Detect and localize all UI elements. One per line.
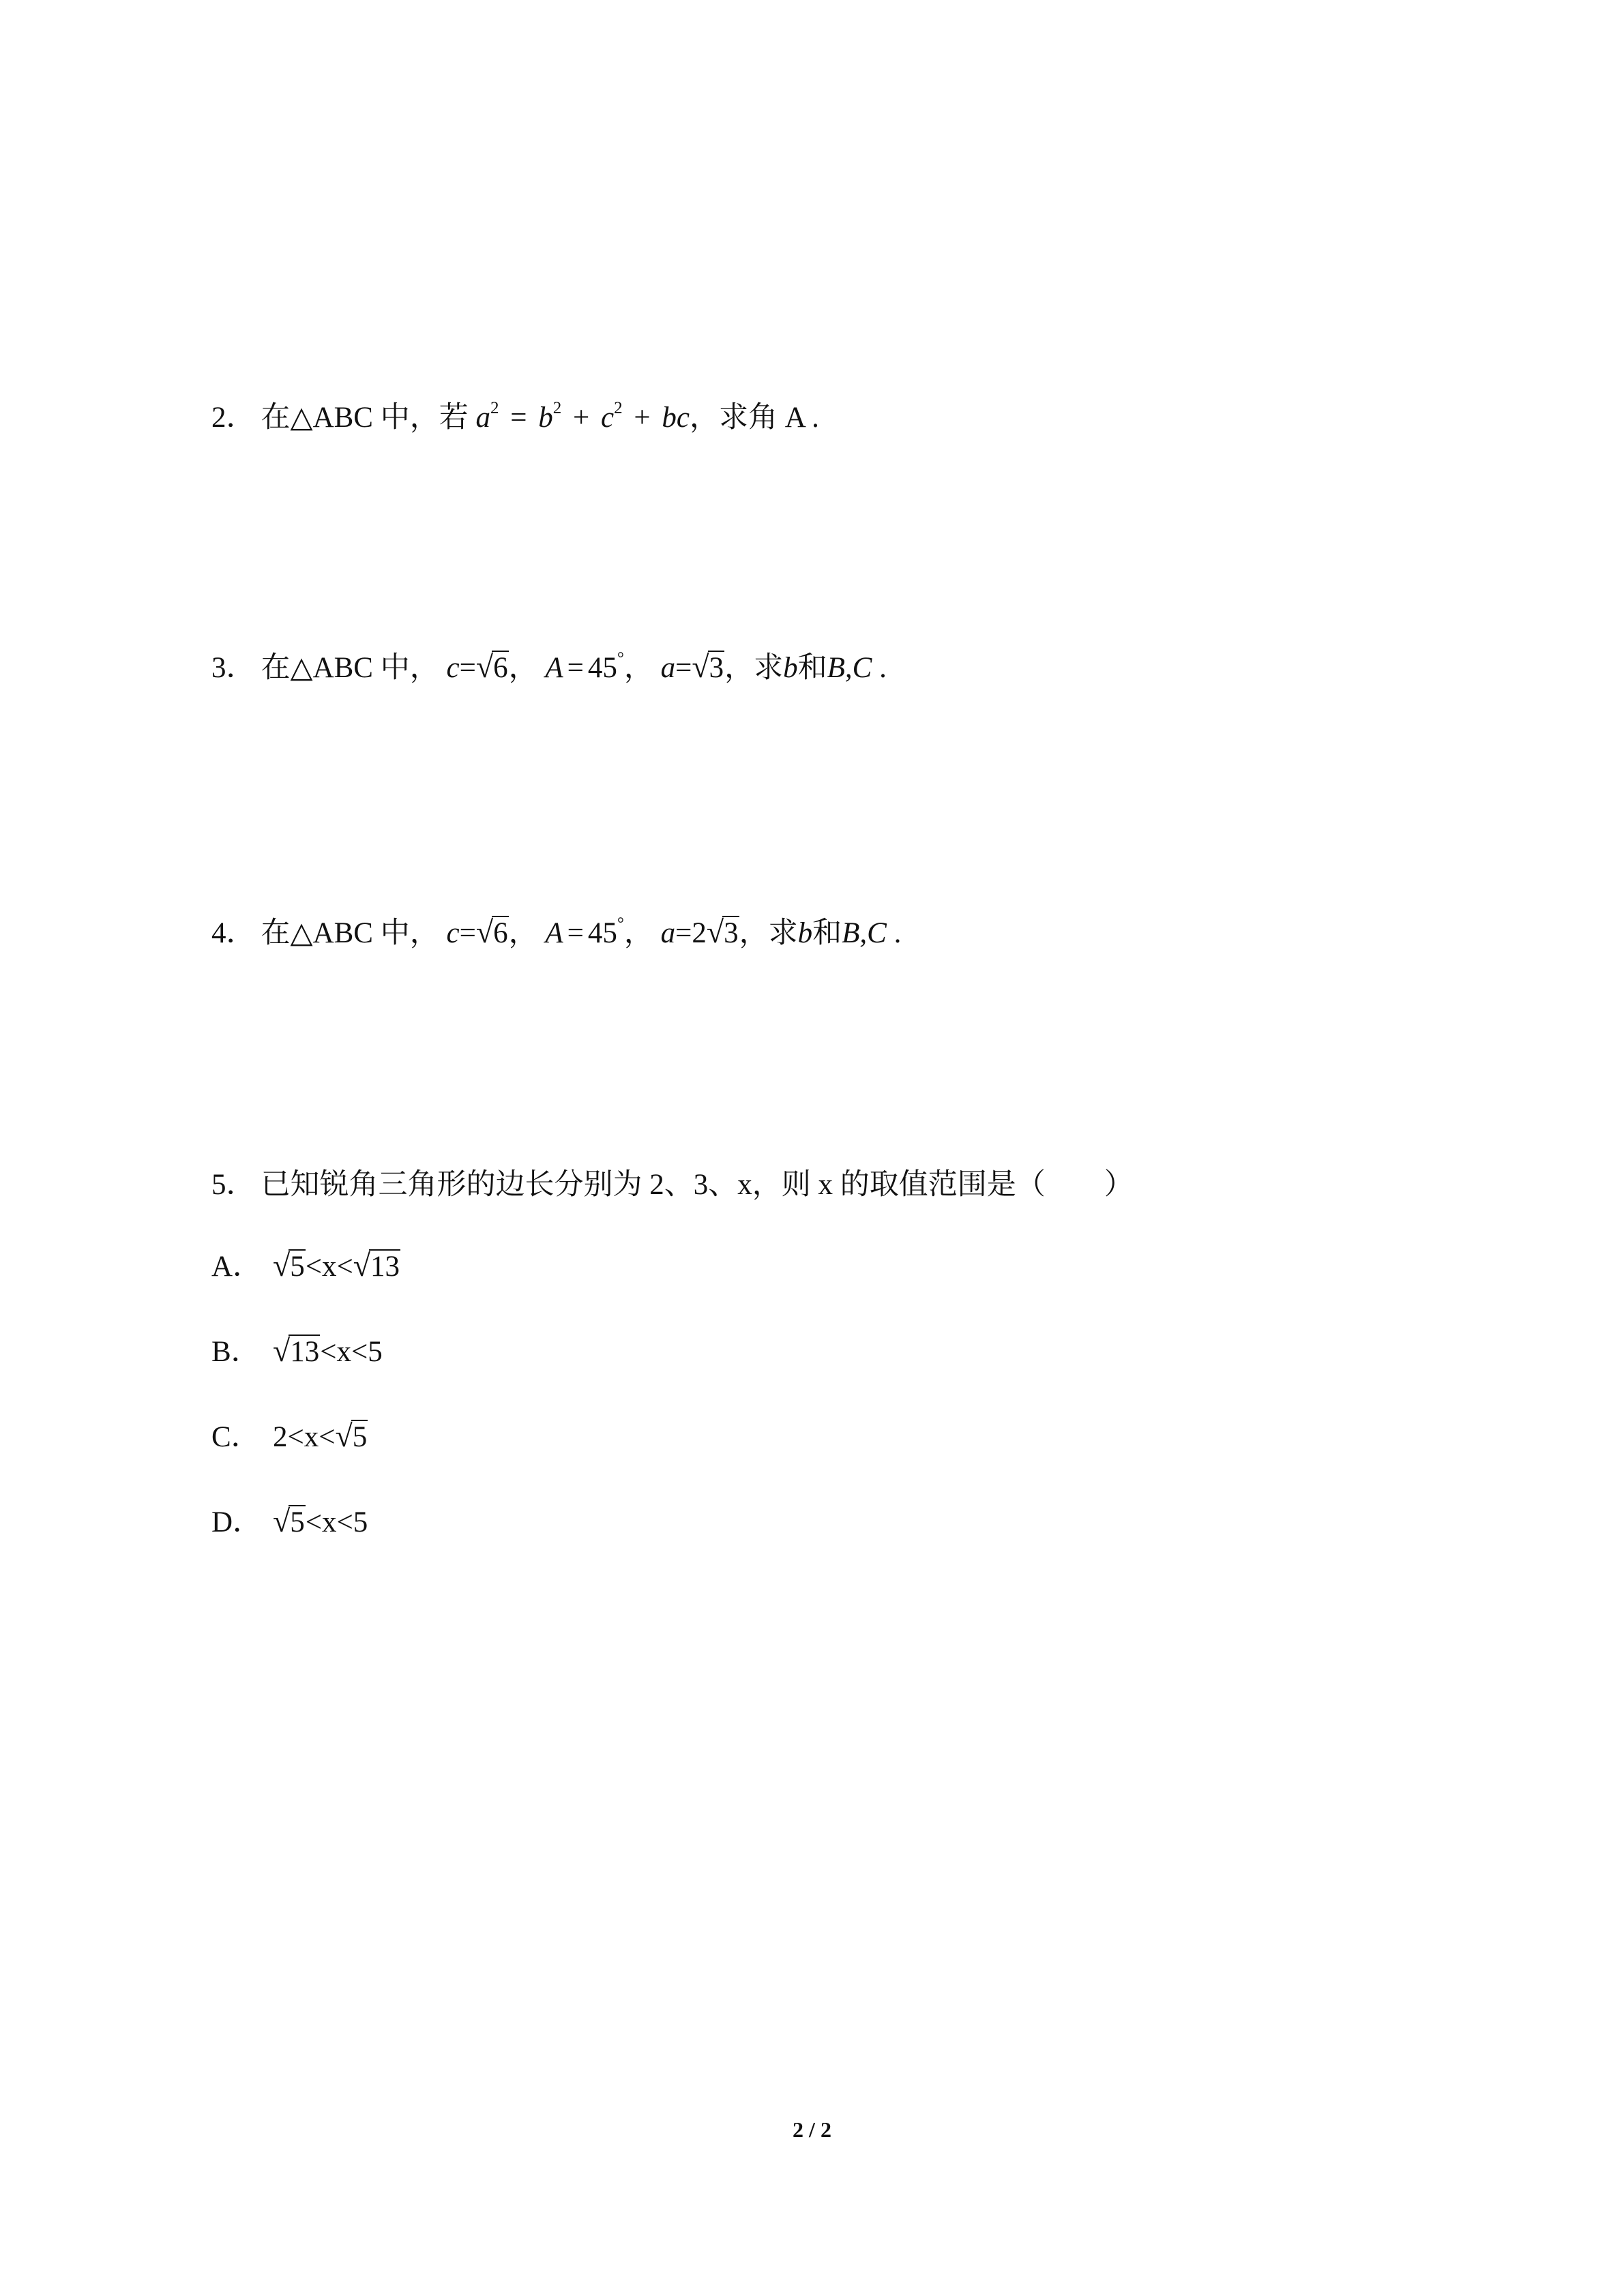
sqrt-expression: [707, 912, 739, 954]
sqrt-expression: [273, 1501, 306, 1543]
math-c: c: [446, 652, 460, 684]
radicand: 5: [352, 1421, 368, 1453]
question-5: [211, 1165, 1134, 1206]
question-stem: 已知锐角三角形的边长分别为 2、3、x，则 x 的取值范围是（ ）: [261, 1169, 1134, 1201]
inequality-text: 2<x<: [273, 1421, 336, 1453]
question-text: ，求角 A .: [689, 402, 819, 434]
separator: ，: [623, 917, 653, 949]
math-b: b: [783, 652, 798, 684]
separator: ，: [508, 652, 538, 684]
degree-sign: °: [617, 914, 624, 933]
equals-sign: =: [567, 652, 584, 684]
option-b: [211, 1330, 383, 1373]
radical-sign: √: [692, 649, 709, 684]
math-A: A: [545, 917, 563, 949]
exponent: 2: [490, 399, 499, 417]
radical-sign: √: [353, 1248, 371, 1283]
radical-sign: √: [273, 1248, 291, 1283]
equals-sign: =: [675, 917, 692, 949]
coefficient: 2: [692, 917, 707, 949]
separator: ，: [623, 652, 653, 684]
question-3: [211, 646, 887, 689]
sqrt-expression: [476, 912, 509, 954]
question-text: 在△ABC 中，: [261, 652, 439, 684]
plus-sign: +: [634, 402, 651, 434]
question-text: ，求: [739, 917, 798, 949]
math-bc: bc: [662, 402, 690, 434]
math-BC: B,C: [842, 917, 887, 949]
math-a: a: [660, 917, 676, 949]
option-label: C．: [211, 1421, 261, 1453]
angle-value: 45: [587, 917, 617, 949]
sqrt-expression: [476, 646, 509, 689]
inequality-text: <x<: [305, 1251, 353, 1283]
math-A: A: [545, 652, 563, 684]
exponent: 2: [552, 399, 562, 417]
math-b: b: [538, 402, 553, 434]
math-b: b: [797, 917, 813, 949]
option-label: A．: [211, 1251, 263, 1283]
radicand: 13: [290, 1336, 320, 1368]
question-text: ，求: [724, 652, 784, 684]
equals-sign: =: [675, 652, 692, 684]
radical-sign: √: [475, 649, 494, 684]
radicand: 3: [709, 652, 724, 684]
question-text: 在△ABC 中，若: [261, 402, 469, 434]
option-a: [211, 1245, 400, 1287]
option-label: D．: [211, 1506, 263, 1538]
radical-sign: √: [475, 914, 494, 949]
sqrt-expression: [336, 1416, 368, 1458]
sqrt-expression: [692, 646, 724, 689]
radicand: 3: [724, 917, 739, 949]
math-BC: B,C: [827, 652, 872, 684]
radical-sign: √: [335, 1418, 353, 1453]
question-text: 和: [812, 917, 842, 949]
page-number: 2 / 2: [793, 2117, 831, 2142]
math-c: c: [601, 402, 615, 434]
equals-sign: =: [459, 917, 476, 949]
question-4: [211, 912, 901, 954]
exponent: 2: [614, 399, 623, 417]
sqrt-expression: [273, 1330, 320, 1373]
radical-sign: √: [273, 1333, 291, 1368]
plus-sign: +: [573, 402, 590, 434]
radical-sign: √: [273, 1504, 291, 1538]
radicand: 5: [290, 1506, 305, 1538]
question-number: 4．: [211, 917, 256, 949]
question-text: 和: [797, 652, 827, 684]
sqrt-expression: [273, 1245, 306, 1287]
question-text: .: [886, 917, 902, 949]
radical-sign: √: [706, 914, 724, 949]
angle-value: 45: [587, 652, 617, 684]
radicand: 13: [370, 1251, 400, 1283]
question-number: 3．: [211, 652, 256, 684]
question-text: 在△ABC 中，: [261, 917, 439, 949]
question-number: 5．: [211, 1169, 256, 1201]
equals-sign: =: [510, 402, 527, 434]
radicand: 6: [493, 917, 508, 949]
radicand: 6: [493, 652, 508, 684]
separator: ，: [508, 917, 538, 949]
radicand: 5: [290, 1251, 305, 1283]
equals-sign: =: [459, 652, 476, 684]
option-c: [211, 1416, 368, 1458]
question-text: .: [872, 652, 887, 684]
degree-sign: °: [617, 649, 624, 668]
inequality-text: <x<5: [305, 1506, 368, 1538]
option-label: B．: [211, 1336, 261, 1368]
math-a: a: [660, 652, 676, 684]
question-2: [211, 398, 819, 438]
inequality-text: <x<5: [320, 1336, 383, 1368]
math-c: c: [446, 917, 460, 949]
question-number: 2．: [211, 402, 256, 434]
math-a: a: [475, 402, 490, 434]
option-d: [211, 1501, 368, 1543]
equals-sign: =: [567, 917, 584, 949]
sqrt-expression: [353, 1245, 400, 1287]
